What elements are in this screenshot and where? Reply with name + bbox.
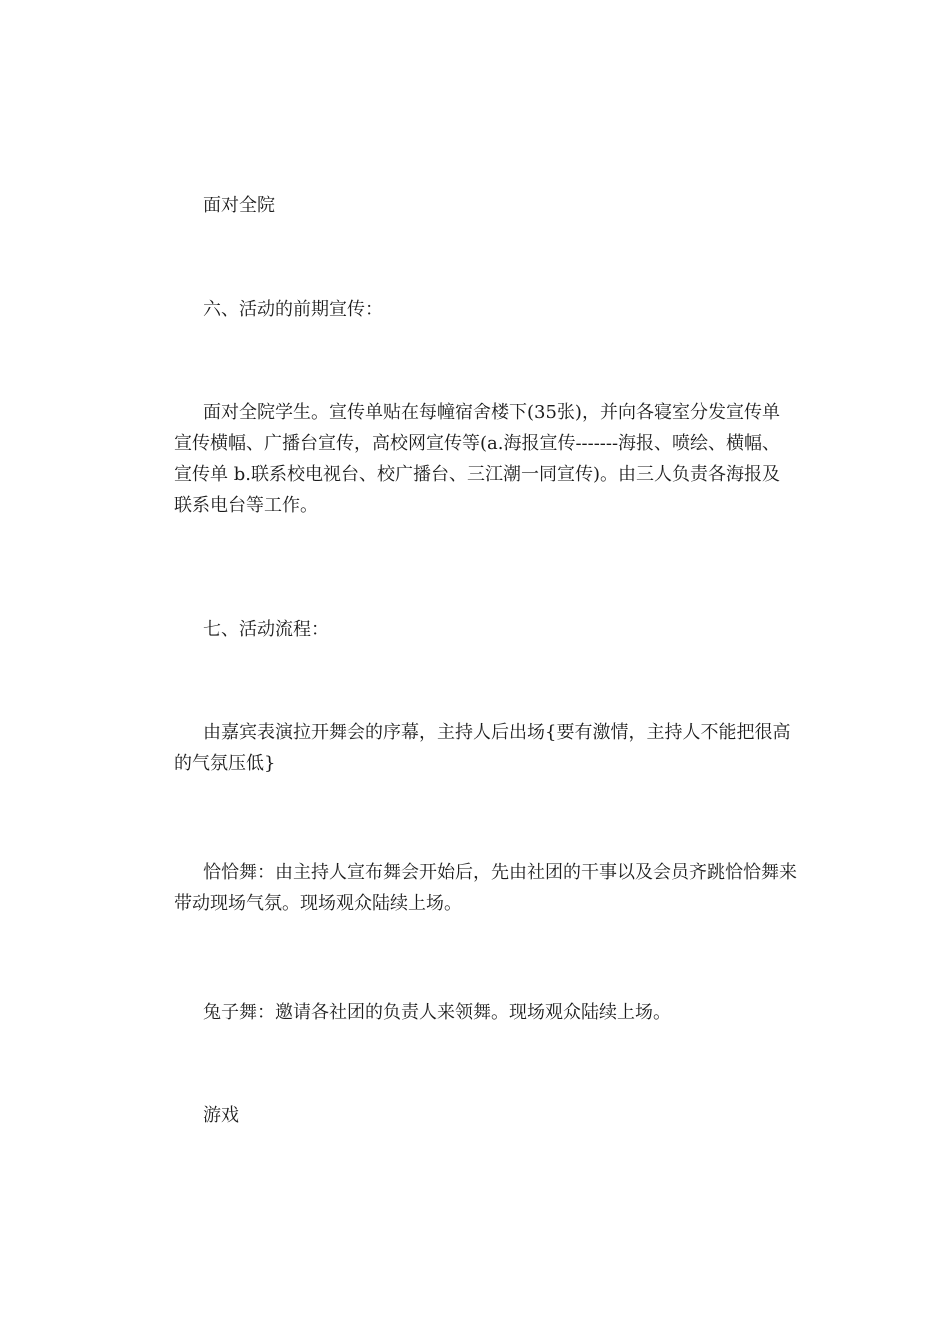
paragraph-bunny-dance [145,997,815,1028]
paragraph-publicity [145,397,815,521]
text-line: 面对全院 [203,195,275,216]
heading-publicity [145,294,815,325]
heading-process [145,614,815,645]
text-line: 宣传横幅、广播台宣传，高校网宣传等(a.海报宣传-------海报、喷绘、横幅、 [174,433,781,454]
text-line: 联系电台等工作。 [174,495,318,516]
text-line: 宣传单 b.联系校电视台、校广播台、三江潮一同宣传)。由三人负责各海报及 [174,464,780,485]
text-line: 兔子舞：邀请各社团的负责人来领舞。现场观众陆续上场。 [203,1002,671,1023]
text-line: 游戏 [203,1105,239,1126]
paragraph-opening [145,717,815,779]
text-line: 由嘉宾表演拉开舞会的序幕，主持人后出场{要有激情，主持人不能把很高 [203,722,791,743]
text-line: 七、活动流程： [203,619,329,640]
paragraph-games [145,1100,815,1131]
paragraph-audience [145,190,815,221]
text-line: 面对全院学生。宣传单贴在每幢宿舍楼下(35张)，并向各寝室分发宣传单 [203,402,780,423]
text-line: 恰恰舞：由主持人宣布舞会开始后，先由社团的干事以及会员齐跳恰恰舞来 [203,862,797,883]
text-line: 的气氛压低} [174,753,276,774]
text-line: 带动现场气氛。现场观众陆续上场。 [174,893,462,914]
text-line: 六、活动的前期宣传： [203,299,383,320]
paragraph-chacha [145,857,815,919]
